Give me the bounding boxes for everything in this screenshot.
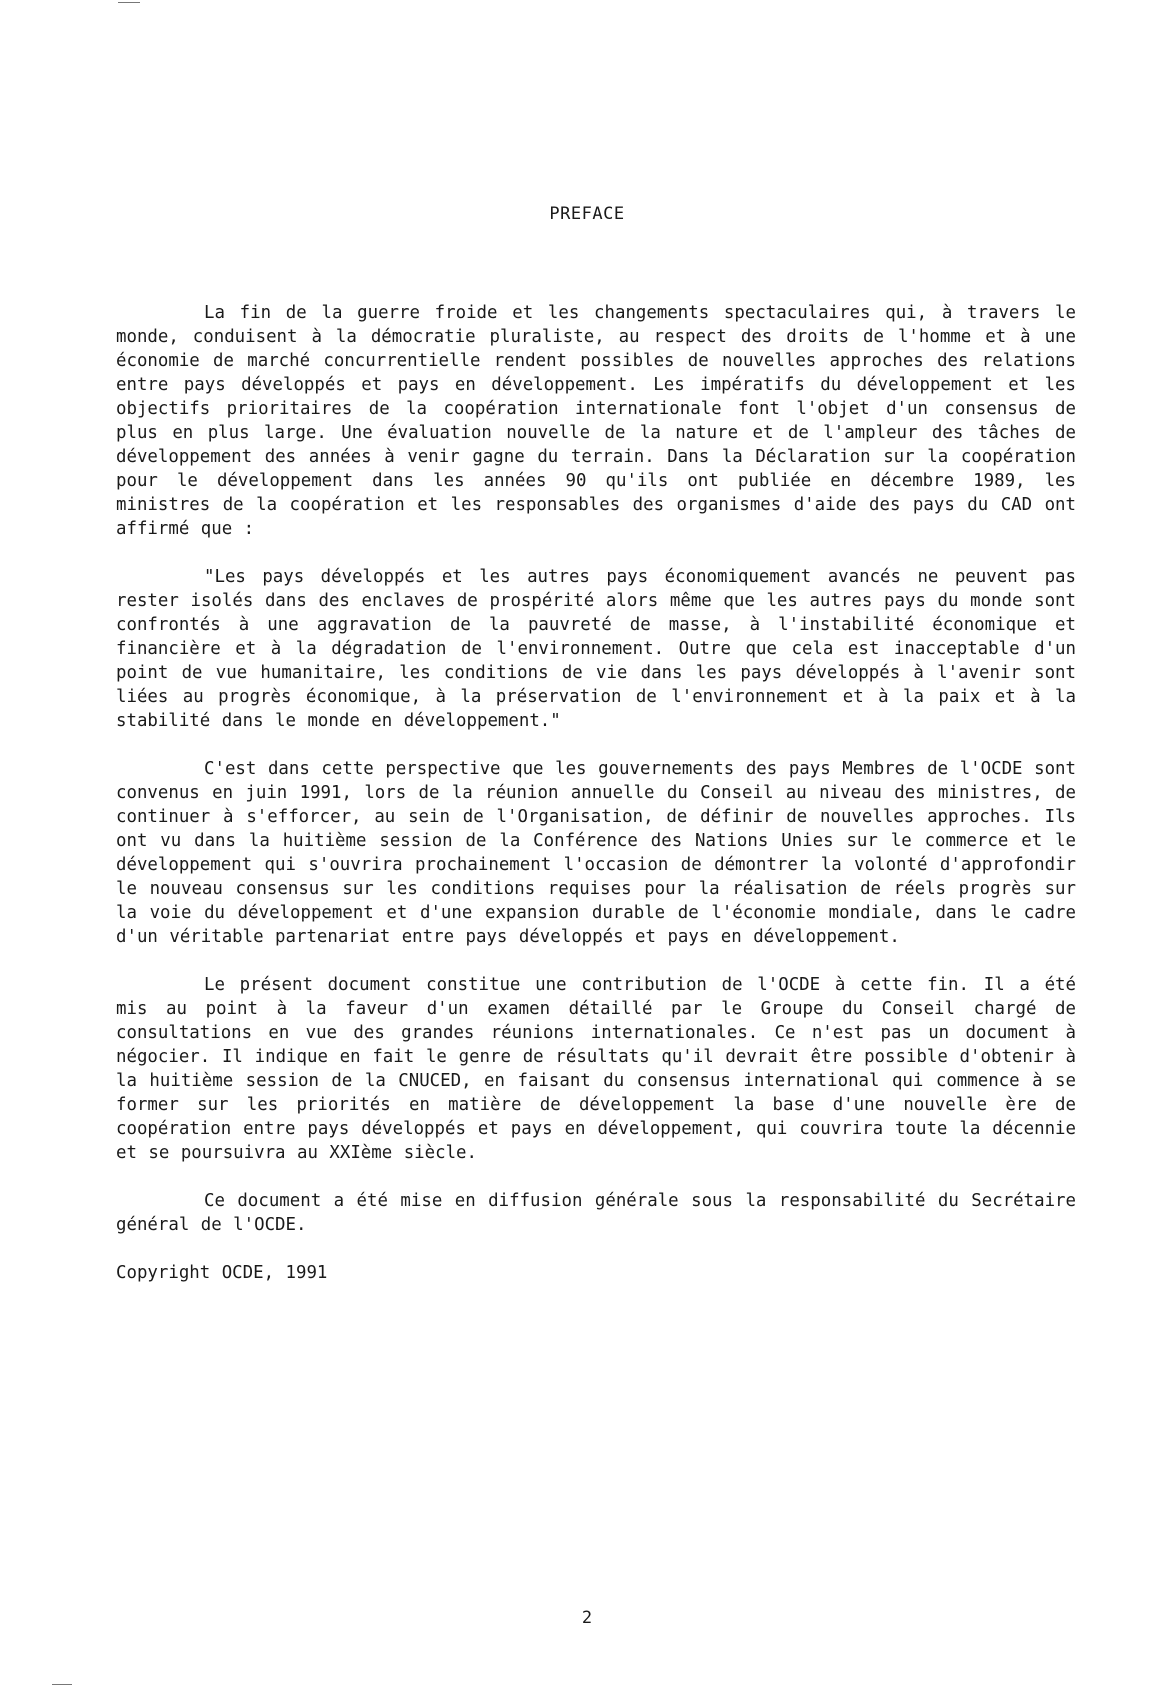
paragraph-diffusion: Ce document a été mise en diffusion générale sous la responsabilité du Secrétaire général de l'OCDE. [116, 1191, 1076, 1235]
paragraph-perspective: C'est dans cette perspective que les gouvernements des pays Membres de l'OCDE sont convenus en juin 1991, lors de la réunion annuelle du Conseil au niveau des ministres, de continuer à s'efforcer, au sein de l'Organisation, de définir de nouvelles approches. Ils ont vu dans la huitième session de la Conférence des Nations Unies sur le commerce et le développement qui s'ouvrira prochainement l'occasion de démontrer la volonté d'approfondir le nouveau consensus sur les conditions requises pour la réalisation de réels progrès sur la voie du développement et d'une expansion durable de l'économie mondiale, dans le cadre d'un véritable partenariat entre pays développés et pays en développement. [116, 759, 1076, 947]
paragraph-intro: La fin de la guerre froide et les changements spectaculaires qui, à travers le monde, conduisent à la démocratie pluraliste, au respect des droits de l'homme et à une économie de marché concurrentielle rendent possibles de nouvelles approches des relations entre pays développés et pays en développement. Les impératifs du développement et les objectifs prioritaires de la coopération internationale font l'objet d'un consensus de plus en plus large. Une évaluation nouvelle de la nature et de l'ampleur des tâches de développement des années à venir gagne du terrain. Dans la Déclaration sur la coopération pour le développement dans les années 90 qu'ils ont publiée en décembre 1989, les ministres de la coopération et les responsables des organismes d'aide des pays du CAD ont affirmé que : [116, 303, 1076, 539]
copyright-notice: Copyright OCDE, 1991 [116, 1263, 328, 1283]
document-body [116, 301, 1076, 1309]
scan-artifact-top [118, 2, 140, 3]
page-number: 2 [581, 1608, 593, 1628]
page-title: PREFACE [549, 204, 625, 224]
paragraph-quotation: "Les pays développés et les autres pays économiquement avancés ne peuvent pas rester isolés dans des enclaves de prospérité alors même que les autres pays du monde sont confrontés à une aggravation de la pauvreté de masse, à l'instabilité économique et financière et à la dégradation de l'environnement. Outre que cela est inacceptable d'un point de vue humanitaire, les conditions de vie dans les pays développés à l'avenir sont liées au progrès économique, à la préservation de l'environnement et à la paix et à la stabilité dans le monde en développement." [116, 567, 1076, 731]
paragraph-contribution: Le présent document constitue une contribution de l'OCDE à cette fin. Il a été mis au point à la faveur d'un examen détaillé par le Groupe du Conseil chargé de consultations en vue des grandes réunions internationales. Ce n'est pas un document à négocier. Il indique en fait le genre de résultats qu'il devrait être possible d'obtenir à la huitième session de la CNUCED, en faisant du consensus international qui commence à se former sur les priorités en matière de développement la base d'une nouvelle ère de coopération entre pays développés et pays en développement, qui couvrira toute la décennie et se poursuivra au XXIème siècle. [116, 975, 1076, 1163]
scan-artifact-bottom [52, 1684, 72, 1685]
